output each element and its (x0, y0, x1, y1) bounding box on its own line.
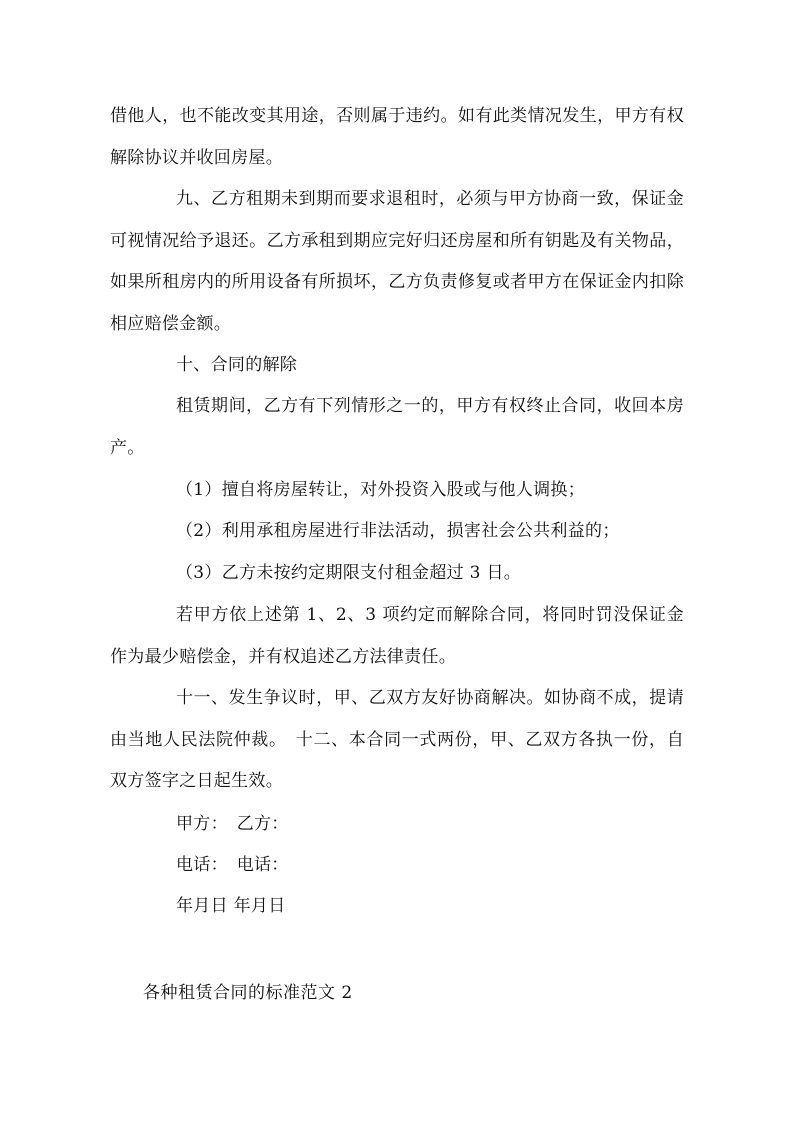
signature-parties: 甲方： 乙方： (176, 814, 289, 834)
next-section-heading: 各种租赁合同的标准范文 2 (143, 983, 353, 1003)
paragraph-termination-intro: 租赁期间，乙方有下列情形之一的，甲方有权终止合同，收回本房产。 (110, 396, 684, 458)
paragraph-item-1: （1）擅自将房屋转让，对外投资入股或与他人调换； (176, 480, 586, 500)
paragraph-continuation: 借他人，也不能改变其用途，否则属于违约。如有此类情况发生，甲方有权解除协议并收回房屋。 (110, 106, 684, 168)
paragraph-item-2: （2）利用承租房屋进行非法活动，损害社会公共利益的； (176, 521, 620, 541)
paragraph-clause-11-12: 十一、发生争议时，甲、乙双方友好协商解决。如协商不成，提请由当地人民法院仲裁。 十二、本合同一式两份，甲、乙双方各执一份，自双方签字之日起生效。 (110, 688, 684, 791)
paragraph-clause-9: 九、乙方租期未到期而要求退租时，必须与甲方协商一致，保证金可视情况给予退还。乙方承租到期应完好归还房屋和所有钥匙及有关物品，如果所租房内的所用设备有所损坏，乙方负责修复或者甲方在保证金内扣除相应赔偿金额。 (110, 189, 684, 334)
paragraph-item-3: （3）乙方未按约定期限支付租金超过 3 日。 (176, 563, 522, 583)
signature-dates: 年月日 年月日 (176, 896, 286, 916)
paragraph-clause-10-title: 十、合同的解除 (176, 355, 298, 375)
paragraph-termination-penalty: 若甲方依上述第 1、2、3 项约定而解除合同，将同时罚没保证金作为最少赔偿金，并有权追述乙方法律责任。 (110, 605, 684, 667)
signature-phones: 电话： 电话： (176, 855, 289, 875)
